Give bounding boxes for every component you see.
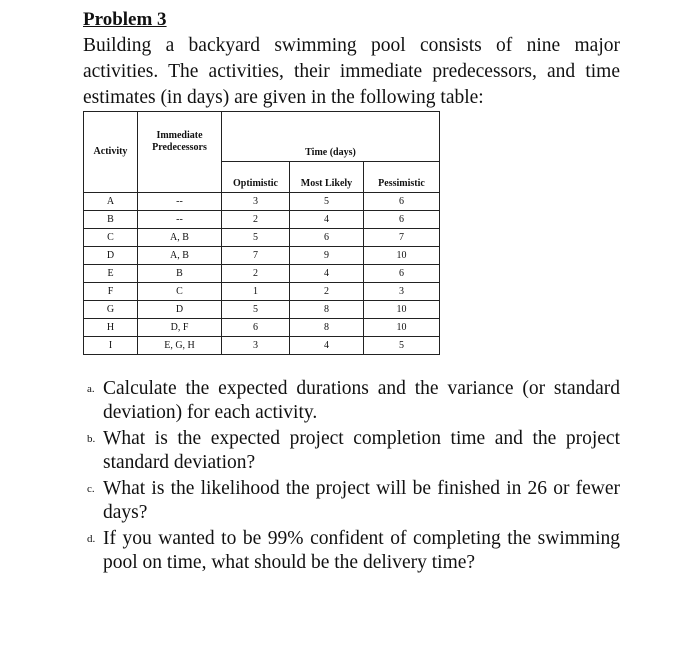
cell-pessimistic: 6 [364,211,440,229]
cell-optimistic: 2 [222,211,290,229]
cell-predecessors: D [138,301,222,319]
cell-optimistic: 2 [222,265,290,283]
question-letter: c. [87,483,95,495]
cell-most-likely: 8 [290,319,364,337]
question-text: What is the likelihood the project will be finished in 26 or fewer days? [103,478,620,523]
question-text: If you wanted to be 99% confident of completing the swimming pool on time, what should be the delivery time? [103,528,620,573]
question-item [83,477,620,525]
cell-activity: H [84,319,138,337]
header-most-likely: Most Likely [290,162,364,193]
header-time-days: Time (days) [222,112,440,162]
table-row [84,229,440,247]
cell-pessimistic: 10 [364,319,440,337]
question-item [83,377,620,425]
question-text: What is the expected project completion time and the project standard deviation? [103,428,620,473]
cell-pessimistic: 10 [364,247,440,265]
cell-predecessors: -- [138,211,222,229]
cell-most-likely: 9 [290,247,364,265]
cell-predecessors: A, B [138,229,222,247]
table-row [84,283,440,301]
table-row [84,265,440,283]
cell-predecessors: B [138,265,222,283]
question-letter: d. [87,533,96,545]
cell-predecessors: C [138,283,222,301]
cell-most-likely: 4 [290,265,364,283]
cell-pessimistic: 5 [364,337,440,355]
cell-most-likely: 2 [290,283,364,301]
question-text: Calculate the expected durations and the variance (or standard deviation) for each activity. [103,378,620,423]
cell-activity: I [84,337,138,355]
cell-optimistic: 5 [222,301,290,319]
table-row [84,247,440,265]
cell-activity: F [84,283,138,301]
cell-optimistic: 7 [222,247,290,265]
cell-pessimistic: 3 [364,283,440,301]
cell-optimistic: 5 [222,229,290,247]
activity-table [83,111,440,355]
cell-predecessors: A, B [138,247,222,265]
cell-pessimistic: 10 [364,301,440,319]
cell-activity: B [84,211,138,229]
cell-activity: D [84,247,138,265]
cell-optimistic: 1 [222,283,290,301]
cell-optimistic: 6 [222,319,290,337]
table-header-row [84,112,440,162]
table-row [84,211,440,229]
cell-most-likely: 4 [290,337,364,355]
header-activity: Activity [84,112,138,193]
table-row [84,337,440,355]
cell-predecessors: -- [138,193,222,211]
cell-predecessors: D, F [138,319,222,337]
question-letter: b. [87,433,96,445]
cell-activity: C [84,229,138,247]
cell-activity: E [84,265,138,283]
cell-pessimistic: 6 [364,193,440,211]
question-item [83,527,620,575]
header-predecessors: Immediate Predecessors [138,112,222,193]
cell-optimistic: 3 [222,337,290,355]
problem-title: Problem 3 [83,9,167,30]
problem-intro: Building a backyard swimming pool consists of nine major activities. The activities, their immediate predecessors, and time estimates (in days) are given in the following table: [83,35,620,108]
cell-most-likely: 5 [290,193,364,211]
table-row [84,301,440,319]
cell-activity: A [84,193,138,211]
cell-most-likely: 6 [290,229,364,247]
question-list [83,377,620,577]
cell-most-likely: 8 [290,301,364,319]
table-row [84,193,440,211]
header-pessimistic: Pessimistic [364,162,440,193]
header-optimistic: Optimistic [222,162,290,193]
table-row [84,319,440,337]
question-item [83,427,620,475]
cell-pessimistic: 7 [364,229,440,247]
cell-activity: G [84,301,138,319]
question-letter: a. [87,383,95,395]
cell-most-likely: 4 [290,211,364,229]
cell-predecessors: E, G, H [138,337,222,355]
cell-pessimistic: 6 [364,265,440,283]
cell-optimistic: 3 [222,193,290,211]
